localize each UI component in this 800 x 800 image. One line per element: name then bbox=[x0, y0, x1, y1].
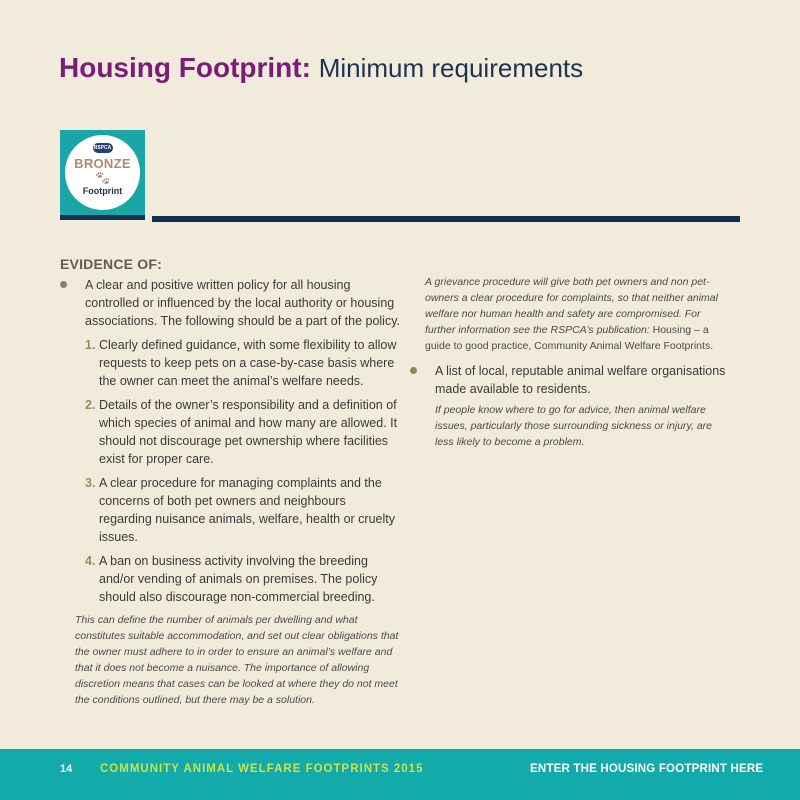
bullet-item-policy bbox=[60, 276, 400, 330]
publication-reference: Housing – a guide to good practice, Community Animal Welfare Footprints. bbox=[425, 324, 714, 352]
page-title bbox=[59, 50, 583, 86]
numbered-item bbox=[85, 336, 400, 390]
left-column bbox=[60, 276, 400, 708]
page-footer bbox=[0, 749, 800, 800]
evidence-heading: EVIDENCE OF: bbox=[60, 256, 162, 272]
right-column bbox=[410, 274, 730, 450]
bullet-item-organisations bbox=[410, 362, 730, 398]
item-text: A ban on business activity involving the breeding and/or vending of animals on premises. The policy should also discourage non-commercial breeding. bbox=[99, 554, 378, 604]
page-number: 14 bbox=[60, 763, 73, 775]
grievance-note-italic: A grievance procedure will give both pet owners and non pet-owners a clear procedure for complaints, so that neither animal welfare nor human health and safety are compromised. For further information see the RSPCA’s publication: bbox=[425, 276, 718, 336]
numbered-item bbox=[85, 474, 400, 546]
item-text: A clear procedure for managing complaints and the concerns of both pet owners and neighbours regarding nuisance animals, welfare, health or cruelty issues. bbox=[99, 476, 395, 544]
bullet-text: A clear and positive written policy for all housing controlled or influenced by the local authority or housing associations. The following should be a part of the policy. bbox=[85, 278, 401, 328]
policy-note: This can define the number of animals per dwelling and what constitutes suitable accommodation, and set out clear obligations that the owner must adhere to in order to ensure an animal’s welfare and that it does not become a nuisance. The importance of allowing discretion means that cases can be looked at where they do not meet the conditions outlined, but there may be a solution. bbox=[75, 614, 399, 706]
bullet-icon bbox=[410, 367, 417, 374]
numbered-item bbox=[85, 552, 400, 606]
page-title-bold: Housing Footprint: bbox=[59, 52, 311, 83]
numbered-item bbox=[85, 396, 400, 468]
page-title-subtitle: Minimum requirements bbox=[318, 53, 584, 83]
item-number: 1. bbox=[85, 338, 96, 352]
advice-note: If people know where to go for advice, then animal welfare issues, particularly those surrounding sickness or injury, are less likely to become a problem. bbox=[435, 404, 713, 448]
enter-footprint-link[interactable]: ENTER THE HOUSING FOOTPRINT HERE bbox=[530, 763, 764, 775]
item-number: 2. bbox=[85, 398, 96, 412]
bullet-icon bbox=[60, 281, 67, 288]
rspca-logo-icon: RSPCA bbox=[93, 145, 112, 151]
paw-icon: 🐾︎ bbox=[93, 170, 112, 186]
numbered-list bbox=[60, 336, 400, 606]
item-text: Details of the owner’s responsibility and a definition of which species of animal and how many are allowed. It should not discourage pet ownership where facilities exist for proper care. bbox=[99, 398, 398, 466]
badge-label: Footprint bbox=[82, 186, 123, 196]
badge-circle bbox=[65, 135, 140, 210]
publication-title: COMMUNITY ANIMAL WELFARE FOOTPRINTS 2015 bbox=[100, 763, 424, 775]
badge-underline bbox=[60, 215, 145, 220]
badge-level: BRONZE bbox=[74, 156, 131, 171]
item-text: Clearly defined guidance, with some flexibility to allow requests to keep pets on a case-by-case basis where the owner can meet the animal’s welfare needs. bbox=[99, 338, 397, 388]
item-number: 3. bbox=[85, 476, 96, 490]
bullet-text: A list of local, reputable animal welfare organisations made available to residents. bbox=[435, 364, 726, 396]
bronze-footprint-badge bbox=[60, 130, 145, 220]
section-divider bbox=[152, 216, 740, 222]
grievance-note bbox=[410, 274, 730, 354]
item-number: 4. bbox=[85, 554, 96, 568]
